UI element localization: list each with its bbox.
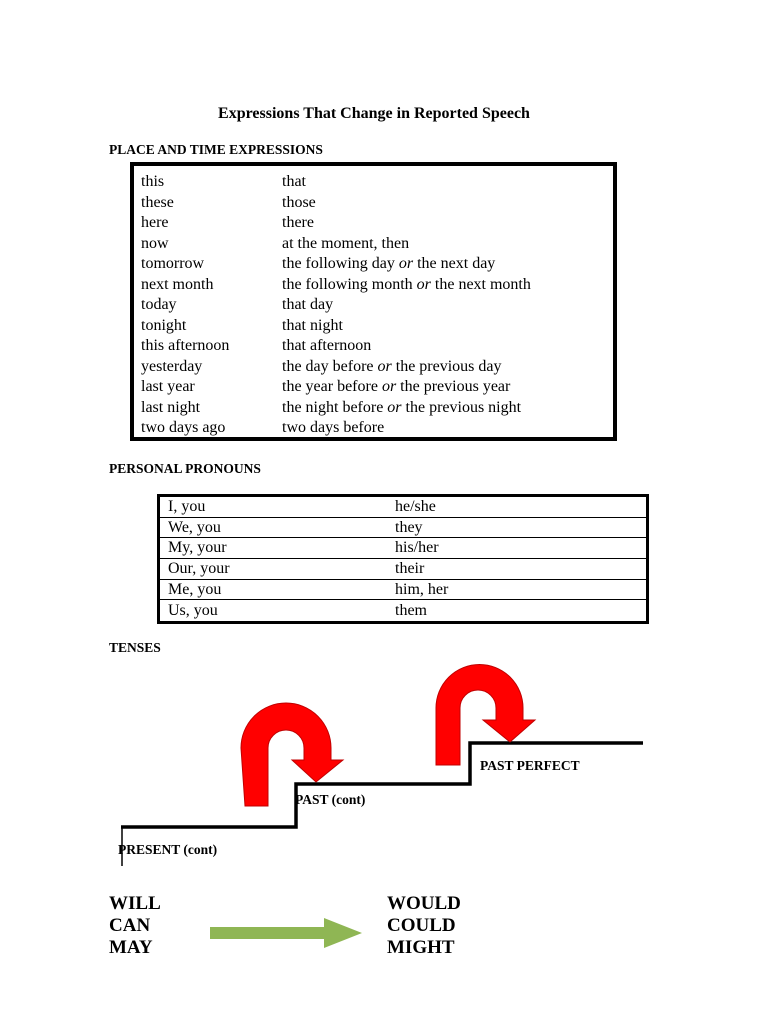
backshift-arrow-icon bbox=[241, 703, 343, 806]
reported-expression: the day before or the previous day bbox=[282, 357, 502, 375]
modal-could: COULD bbox=[387, 915, 456, 936]
pronouns-heading: PERSONAL PRONOUNS bbox=[109, 461, 261, 476]
direct-expression: today bbox=[141, 296, 177, 313]
backshift-arrow-icon bbox=[436, 665, 535, 766]
direct-expression: last year bbox=[141, 378, 195, 395]
present-label: PRESENT (cont) bbox=[118, 842, 218, 857]
direct-expression: last night bbox=[141, 398, 201, 416]
reported-expression: that night bbox=[282, 316, 343, 334]
past-perfect-label: PAST PERFECT bbox=[480, 758, 580, 773]
modal-will: WILL bbox=[109, 893, 161, 914]
u-turn-arrow-body bbox=[241, 703, 343, 806]
direct-pronoun: Our, your bbox=[168, 560, 230, 578]
direct-expression: this afternoon bbox=[141, 337, 230, 354]
direct-expression: here bbox=[141, 214, 169, 231]
page-title: Expressions That Change in Reported Speech bbox=[218, 105, 530, 122]
reported-expression: the following month or the next month bbox=[282, 275, 531, 293]
reported-expression: the night before or the previous night bbox=[282, 398, 522, 416]
direct-pronoun: Me, you bbox=[168, 580, 222, 598]
reported-expression: those bbox=[282, 193, 316, 211]
modal-would: WOULD bbox=[387, 893, 461, 914]
reported-pronoun: their bbox=[395, 560, 425, 578]
direct-pronoun: I, you bbox=[168, 498, 206, 515]
direct-pronoun: My, your bbox=[168, 539, 227, 557]
reported-expression: that bbox=[282, 173, 306, 190]
direct-pronoun: We, you bbox=[168, 518, 221, 536]
place-time-heading: PLACE AND TIME EXPRESSIONS bbox=[109, 142, 323, 157]
reported-expression: two days before bbox=[282, 419, 385, 436]
direct-expression: now bbox=[141, 234, 169, 252]
reported-expression: that day bbox=[282, 296, 334, 313]
reported-pronoun: him, her bbox=[395, 580, 449, 598]
reported-expression: that afternoon bbox=[282, 337, 372, 354]
modal-arrow-icon bbox=[210, 918, 362, 948]
reported-expression: the following day or the next day bbox=[282, 255, 496, 272]
reported-expression: at the moment, then bbox=[282, 234, 410, 252]
tenses-heading: TENSES bbox=[109, 640, 161, 655]
past-label: PAST (cont) bbox=[295, 792, 366, 807]
modal-may: MAY bbox=[109, 937, 153, 958]
direct-expression: this bbox=[141, 173, 165, 190]
direct-expression: next month bbox=[141, 275, 214, 293]
staircase-line bbox=[121, 743, 643, 827]
reported-pronoun: they bbox=[395, 518, 423, 536]
reported-pronoun: his/her bbox=[395, 539, 439, 557]
modal-might: MIGHT bbox=[387, 937, 455, 958]
u-turn-arrow-body bbox=[436, 665, 535, 766]
direct-expression: tonight bbox=[141, 316, 187, 334]
past-modals bbox=[387, 893, 461, 959]
reported-pronoun: he/she bbox=[395, 498, 436, 515]
direct-expression: these bbox=[141, 193, 174, 211]
direct-expression: two days ago bbox=[141, 419, 226, 436]
modal-can: CAN bbox=[109, 915, 151, 936]
direct-pronoun: Us, you bbox=[168, 601, 218, 619]
reported-expression: there bbox=[282, 214, 314, 231]
reported-expression: the year before or the previous year bbox=[282, 378, 511, 395]
reported-pronoun: them bbox=[395, 601, 427, 619]
direct-expression: tomorrow bbox=[141, 255, 205, 272]
direct-expression: yesterday bbox=[141, 357, 203, 375]
present-modals bbox=[109, 893, 161, 959]
